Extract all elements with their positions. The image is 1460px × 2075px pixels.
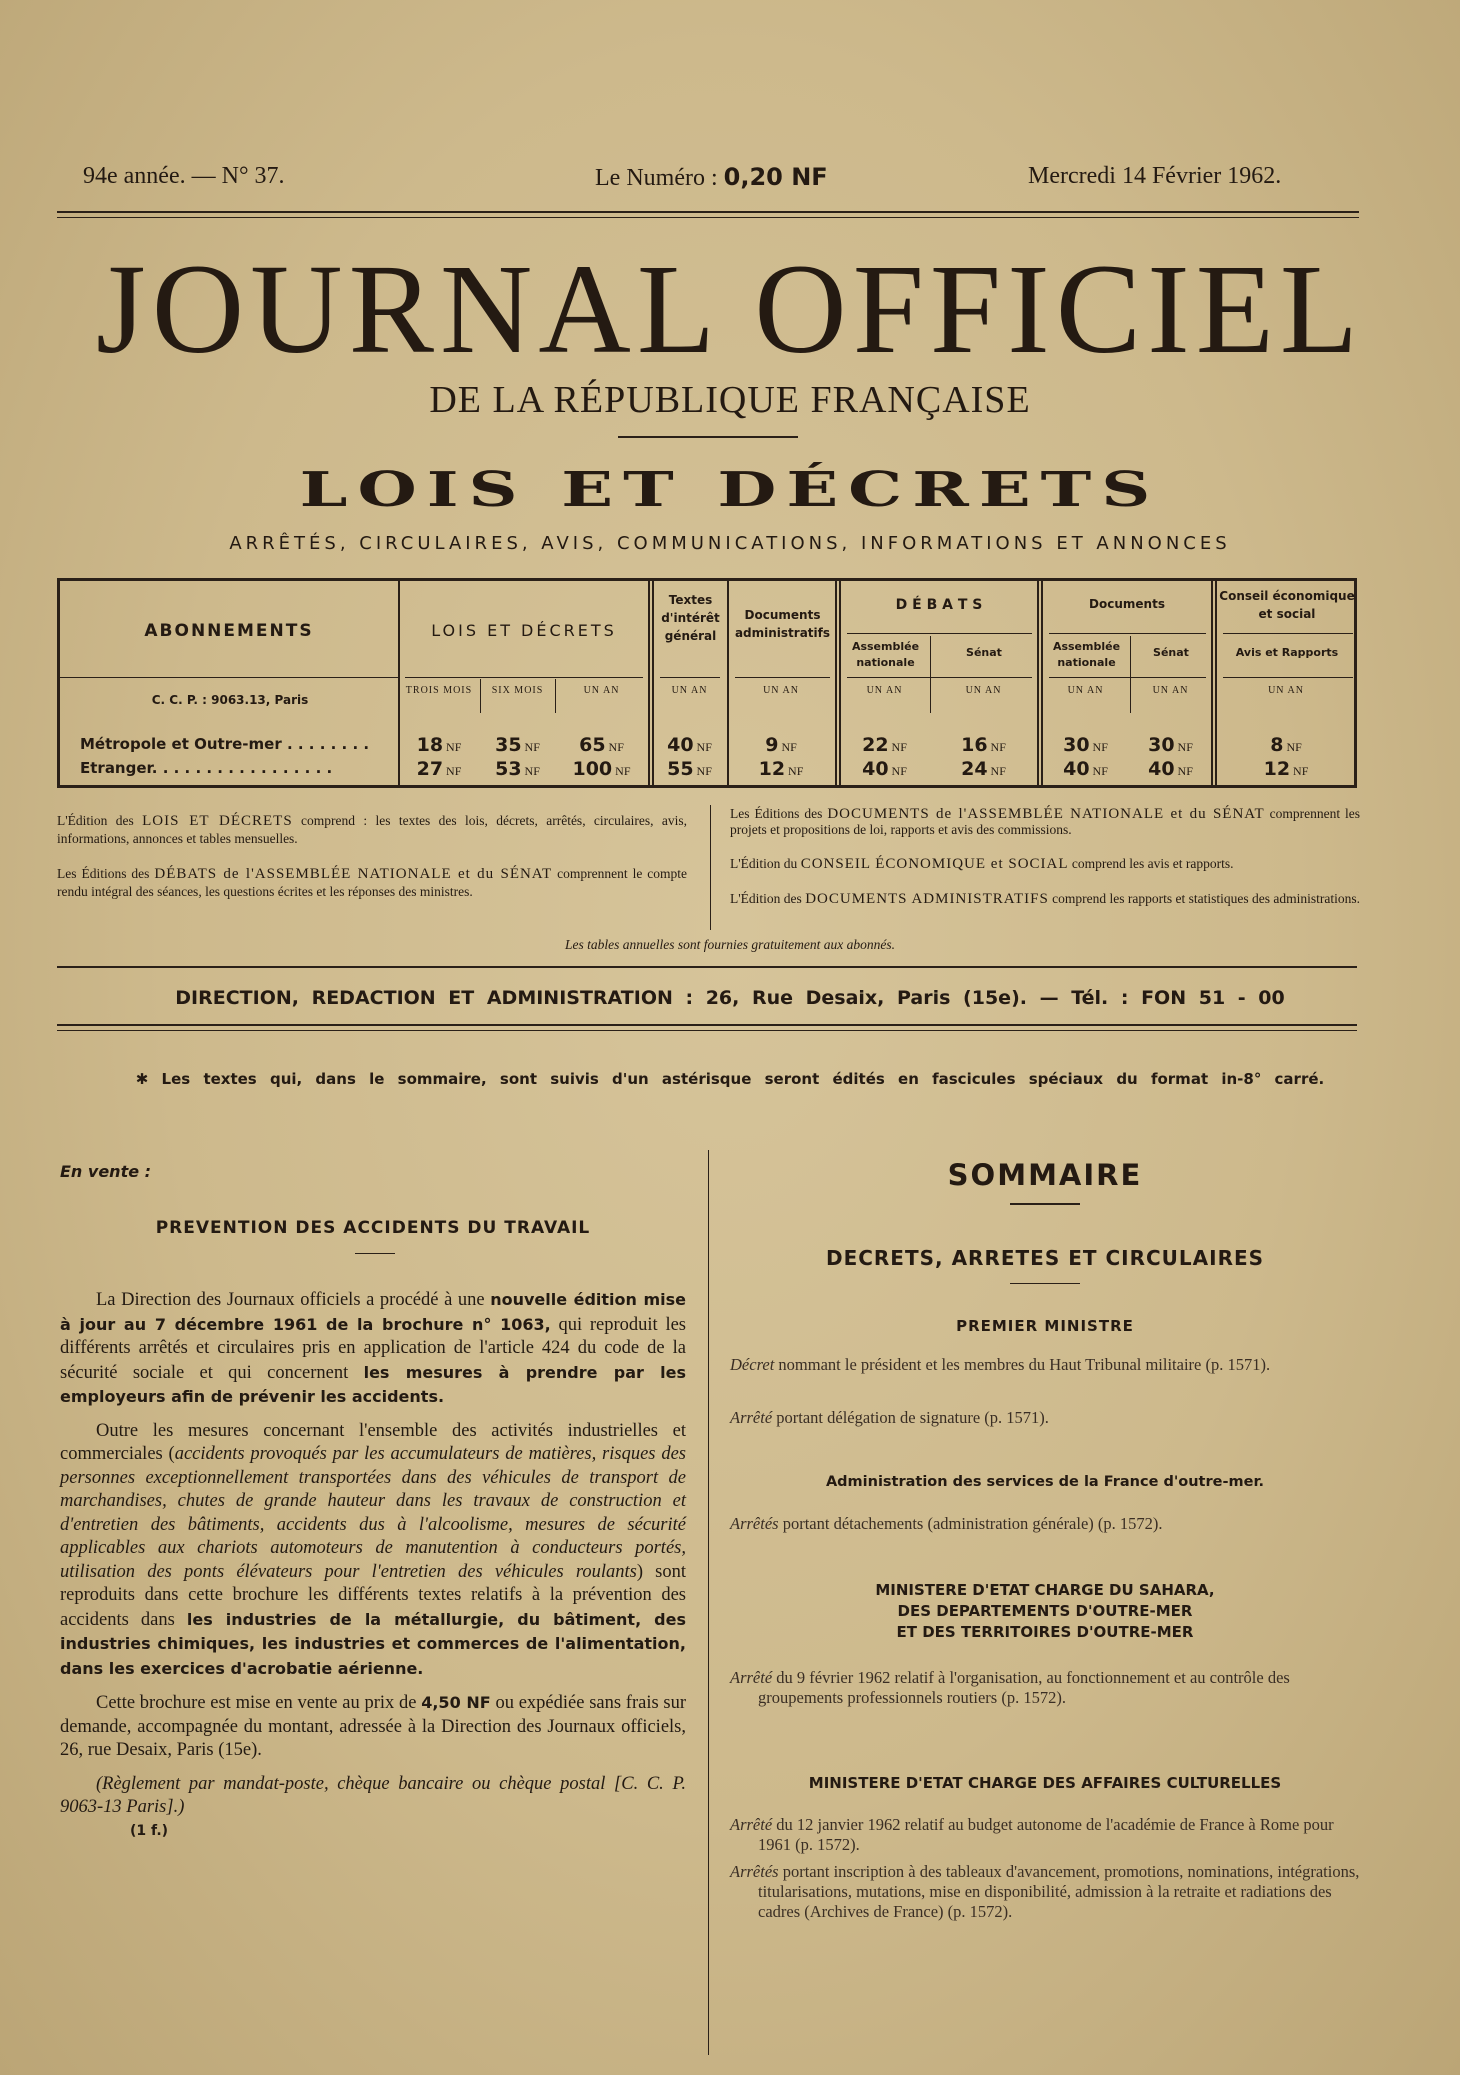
heading-outre-mer: Administration des services de la France d'outre-mer. [825,1474,1265,1490]
price-value: 35 [495,734,522,756]
direction-address: DIRECTION, REDACTION ET ADMINISTRATION : 26, Rue Desaix, Paris (15e). — Tél. : FON 51 - 00 [175,987,1285,1009]
conseil-avis: Avis et Rapports [1235,646,1339,659]
row-label-etranger: Etranger. . . . . . . . . . . . . . . . . [80,759,333,777]
p3-price: 4,50 NF [421,1693,491,1712]
period-label: UN AN [866,685,903,696]
asterisk-note: ✱ Les textes qui, dans le sommaire, sont suivis d'un astérisque seront édités en fascicules spéciaux du format in-8° carré. [135,1070,1325,1088]
note-documents [730,806,1360,838]
prevention-divider [355,1253,395,1254]
paragraph-price [60,1691,686,1763]
p2-italic: accidents provoqués par les accumulateurs de matières, risques des personnes exceptionnellement transportées dans des véhicules de transport de marchandises, chutes de grande hauteur dans les travaux de construction et d'entretien des bâtiments, accidents dus à l'alcoolisme, mesures de sécurité applicables aux chariots automoteurs de manutention à conducteurs portés, utilisation des ponts élévateurs pour l'entretien des véhicules roulants [60,1444,686,1582]
price-value: 24 [961,758,988,780]
price-unit: NF [1283,740,1302,754]
note-documents-edition: DOCUMENTS de l'ASSEMBLÉE NATIONALE et du SÉNAT [827,806,1265,822]
ccp-number: C. C. P. : 9063.13, Paris [151,693,309,707]
price-unit: NF [612,764,631,778]
masthead-subtitle: DE LA RÉPUBLIQUE FRANÇAISE [429,379,1031,421]
note-debats [57,865,687,900]
debats-heading: D É B A T S [895,597,983,613]
price-cell [480,734,555,756]
price-cell [930,758,1037,780]
price [595,163,828,192]
price-cell [398,758,480,780]
price-unit: NF [521,740,540,754]
issue-date: Mercredi 14 Février 1962. [1028,163,1282,189]
period-label: UN AN [965,685,1002,696]
p3-text-2: ou expédiée sans frais sur demande, accompagnée du montant, adressée à la Direction des Journaux officiels, 26, rue Desaix, Paris (15e). [60,1693,687,1760]
p1-text-2: qui reproduit les différents arrêtés et circulaires pris en application de l'article 424 du code de la sécurité sociale et qui concernent [60,1314,686,1383]
note-lois-text: comprend : les textes des lois, décrets, arrêtés, circulaires, avis, informations, annonces et tables mensuelles. [57,813,687,846]
heading-sahara-line: ET DES TERRITOIRES D'OUTRE-MER [896,1623,1194,1641]
item-kind: Arrêtés [730,1862,779,1881]
note-tables: Les tables annuelles sont fournies gratuitement aux abonnés. [565,937,895,952]
price-unit: NF [521,764,540,778]
period-label: UN AN [1268,685,1304,696]
documents-assemblee: Assemblée nationale [1052,640,1121,669]
sommaire-title: SOMMAIRE [947,1158,1143,1192]
price-value: 9 [765,734,779,756]
conseil-heading: Conseil économique et social [1219,589,1355,621]
table-rule [1223,633,1353,634]
debats-senat: Sénat [966,646,1002,659]
edition-title: LOIS ET DÉCRETS [299,462,1161,518]
note-debats-text: comprennent le compte rendu intégral des séances, les questions écrites et les réponses des ministres. [57,866,688,899]
item-text: du 9 février 1962 relatif à l'organisation, au fonctionnement et au contrôle des groupements professionnels routiers (p. 1572). [758,1668,1290,1707]
item-text: portant détachements (administration générale) (p. 1572). [782,1514,1163,1533]
item-text: nommant le président et les membres du Haut Tribunal militaire (p. 1571). [778,1355,1271,1374]
price-value: 16 [961,734,988,756]
item-text: portant délégation de signature (p. 1571). [776,1408,1049,1427]
docs-admin-heading: Documents administratifs [734,608,831,640]
item-arretes-archives [730,1862,1362,1922]
note-documents-lead: Les Éditions des [730,806,823,821]
table-rule [1049,633,1206,634]
abonnements-heading: ABONNEMENTS [144,621,314,641]
price-value: 12 [1263,758,1291,780]
table-rule [1049,677,1206,678]
price-unit: NF [443,764,462,778]
price-unit: NF [785,764,804,778]
price-value: 22 [862,734,889,756]
p4-italic: (Règlement par mandat-poste, chèque bancaire ou chèque postal [C. C. P. 9063-13 Paris].) [60,1773,686,1817]
price-value: 27 [416,758,444,780]
price-value: 18 [416,734,444,756]
note-admin-edition: DOCUMENTS ADMINISTRATIFS [805,891,1049,907]
note-conseil-lead: L'Édition du [730,856,798,871]
table-rule [60,677,398,678]
heading-affaires-culturelles: MINISTERE D'ETAT CHARGE DES AFFAIRES CULTURELLES [808,1774,1282,1792]
p3-text: Cette brochure est mise en vente au prix de [96,1693,417,1713]
price-value: 8 [1270,734,1284,756]
documents-senat: Sénat [1153,646,1189,659]
price-unit: NF [1290,764,1309,778]
price-cell [398,734,480,756]
item-kind: Arrêté [730,1668,773,1687]
p2-text-2: ) sont reproduits dans cette brochure les différents textes relatifs à la prévention des accidents dans [60,1561,687,1630]
table-rule [660,677,720,678]
price-value: 40 [667,734,694,756]
price-value: 0,20 NF [723,163,828,191]
note-conseil-edition: CONSEIL ÉCONOMIQUE et SOCIAL [800,856,1069,872]
price-cell [839,758,930,780]
price-cell [930,734,1037,756]
item-arrete-academie [730,1815,1362,1855]
price-value: 65 [579,734,606,756]
direction-rule-top [57,966,1357,968]
table-rule [847,677,1032,678]
price-cell [727,758,835,780]
price-unit: NF [1174,740,1193,754]
section-divider [1010,1283,1080,1284]
en-vente-label: En vente : [60,1162,152,1181]
price-value: 12 [758,758,786,780]
item-text: portant inscription à des tableaux d'avancement, promotions, nominations, intégrations, titularisations, mutations, mise en disponibilité, admission à la retraite et radiations des cadres (Archives de France) (p. 1572). [758,1862,1360,1921]
p1-bold: nouvelle édition mise à jour au 7 décembre 1961 de la brochure n° 1063, [60,1290,686,1334]
price-cell [1130,758,1211,780]
price-cell [1041,734,1130,756]
price-value: 53 [495,758,522,780]
note-conseil [730,856,1360,872]
price-value: 40 [1148,758,1175,780]
period-label: UN AN [1067,685,1104,696]
table-col-divider [835,581,837,785]
price-cell [1215,734,1357,756]
price-cell [1041,758,1130,780]
table-rule [847,633,1032,634]
price-value: 55 [667,758,694,780]
direction-rule-bottom [57,1024,1357,1026]
period-label: UN AN [1152,685,1189,696]
note-lois-edition: LOIS ET DÉCRETS [142,813,293,829]
sommaire-divider [1010,1203,1080,1205]
note-debats-edition: DÉBATS de l'ASSEMBLÉE NATIONALE et du SÉNAT [154,866,553,882]
price-unit: NF [693,764,712,778]
table-rule [1223,677,1353,678]
row-label-metropole: Métropole et Outre-mer . . . . . . . . [80,735,370,753]
heading-sahara-line: DES DEPARTEMENTS D'OUTRE-MER [897,1602,1193,1620]
note-admin-text: comprend les rapports et statistiques des administrations. [1052,891,1360,906]
price-label: Le Numéro : [595,165,718,191]
documents-heading: Documents [1089,597,1165,611]
price-unit: NF [987,764,1006,778]
price-value: 40 [862,758,889,780]
period-label: TROIS MOIS [405,685,473,696]
item-kind: Décret [730,1355,775,1374]
period-label: UN AN [583,685,620,696]
price-unit: NF [778,740,797,754]
table-rule [735,677,830,678]
direction-rule-bottom-thin [57,1030,1357,1031]
subscription-table [57,578,1357,788]
debats-assemblee: Assemblée nationale [851,640,920,669]
price-cell [652,758,727,780]
notes-divider [710,805,711,930]
p1-text: La Direction des Journaux officiels a procédé à une [96,1290,485,1310]
item-arrete-delegation [730,1408,1362,1428]
item-kind: Arrêté [730,1408,773,1427]
price-cell [1130,734,1211,756]
item-text: du 12 janvier 1962 relatif au budget autonome de l'académie de France à Rome pour 1961 (p. 1572). [758,1815,1334,1854]
item-arretes-detachements [730,1514,1362,1534]
header-rule-top [57,211,1359,213]
heading-sahara [730,1580,1360,1643]
heading-premier-ministre: PREMIER MINISTRE [956,1317,1134,1335]
price-cell [480,758,555,780]
issue-number: 94e année. — N° 37. [83,163,285,189]
note-conseil-text: comprend les avis et rapports. [1071,856,1234,871]
table-rule [405,677,643,678]
price-value: 40 [1063,758,1090,780]
item-kind: Arrêtés [730,1514,779,1533]
note-documents-text: comprennent les projets et propositions de loi, rapports et avis des commissions. [730,806,1361,837]
header-rule-bottom [57,217,1359,218]
price-cell [1215,758,1357,780]
price-value: 30 [1063,734,1090,756]
price-value: 100 [572,758,613,780]
masthead-title: JOURNAL OFFICIEL [95,238,1365,380]
price-unit: NF [987,740,1006,754]
p2-bold: les industries de la métallurgie, du bâtiment, des industries chimiques, les industries et commerces de l'alimentation, dans les exercices d'acrobatie aérienne. [60,1609,687,1678]
price-cell [555,734,648,756]
paragraph-measures [60,1420,686,1682]
note-admin-lead: L'Édition des [730,891,802,906]
prevention-heading: PREVENTION DES ACCIDENTS DU TRAVAIL [155,1218,591,1238]
table-col-divider [1211,581,1213,785]
paragraph-payment [60,1773,686,1820]
p2-text: Outre les mesures concernant l'ensemble des activités industrielles et commerciales ( [60,1420,686,1464]
column-divider [708,1150,709,2055]
item-kind: Arrêté [730,1815,773,1834]
p1-bold-2: les mesures à prendre par les employeurs afin de prévenir les accidents. [60,1362,686,1406]
paragraph-edition [60,1288,686,1410]
price-unit: NF [888,740,907,754]
price-cell [652,734,727,756]
price-unit: NF [605,740,624,754]
price-cell [839,734,930,756]
section-heading: DECRETS, ARRETES ET CIRCULAIRES [825,1246,1265,1270]
note-admin [730,891,1360,907]
edition-kinds: ARRÊTÉS, CIRCULAIRES, AVIS, COMMUNICATIONS, INFORMATIONS ET ANNONCES [229,533,1231,554]
note-debats-lead: Les Éditions des [57,866,150,881]
price-cell [727,734,835,756]
price-unit: NF [1089,740,1108,754]
note-lois-lead: L'Édition des [57,813,134,828]
price-cell [555,758,648,780]
textes-heading: Textes d'intérêt général [661,593,720,643]
table-col-divider [648,581,650,785]
masthead-divider [618,436,798,438]
price-unit: NF [888,764,907,778]
page-ref: (1 f.) [130,1822,169,1839]
note-lois [57,812,687,847]
period-label: UN AN [671,685,708,696]
price-unit: NF [1089,764,1108,778]
period-label: UN AN [763,685,799,696]
item-decret-tribunal [730,1355,1362,1375]
brochure-article [60,1288,686,1843]
price-value: 30 [1148,734,1175,756]
lois-decrets-heading: LOIS ET DÉCRETS [431,621,617,640]
price-unit: NF [693,740,712,754]
price-unit: NF [1174,764,1193,778]
price-unit: NF [443,740,462,754]
table-col-divider [1037,581,1039,785]
item-arrete-groupements [730,1668,1362,1708]
period-label: SIX MOIS [491,685,544,696]
heading-sahara-line: MINISTERE D'ETAT CHARGE DU SAHARA, [875,1581,1215,1599]
